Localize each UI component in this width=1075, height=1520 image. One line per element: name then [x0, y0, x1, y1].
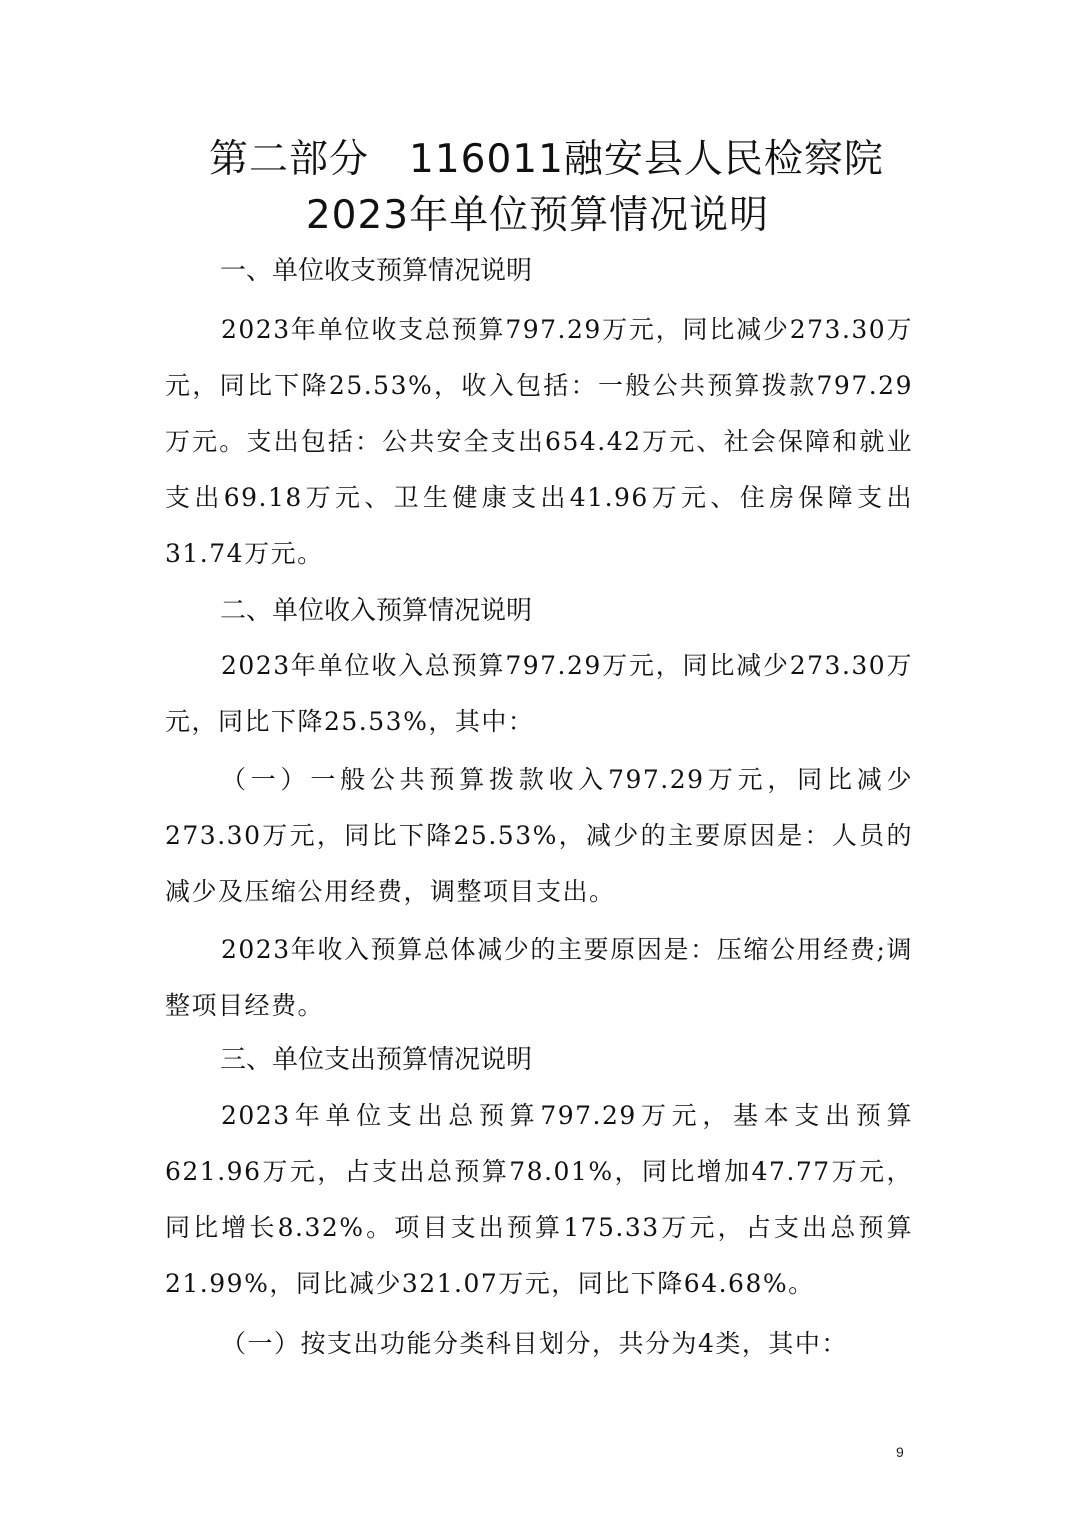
- section-1-paragraph-1: 2023年单位收支总预算797.29万元，同比减少273.30万元，同比下降25.53%，收入包括：一般公共预算拨款797.29万元。支出包括：公共安全支出654.42万元、社会保障和就业支出69.18万元、卫生健康支出41.96万元、住房保障支出31.74万元。: [165, 315, 913, 568]
- section-heading-3: 三、单位支出预算情况说明: [220, 1045, 533, 1075]
- page-number: 9: [896, 1444, 904, 1460]
- section-heading-1: 一、单位收支预算情况说明: [220, 256, 533, 286]
- section-3-paragraph-1: 2023年单位支出总预算797.29万元，基本支出预算621.96万元，占支出总预算78.01%，同比增加47.77万元，同比增长8.32%。项目支出预算175.33万元，占支出总预算21.99%，同比减少321.07万元，同比下降64.68%。: [165, 1101, 913, 1298]
- document-title-line1: 第二部分 116011融安县人民检察院: [209, 137, 884, 182]
- section-2-paragraph-1: 2023年单位收入总预算797.29万元，同比减少273.30万元，同比下降25.53%，其中：: [165, 651, 913, 736]
- section-2-paragraph-2: （一）一般公共预算拨款收入797.29万元，同比减少273.30万元，同比下降25.53%，减少的主要原因是：人员的减少及压缩公用经费，调整项目支出。: [165, 765, 913, 906]
- section-heading-2: 二、单位收入预算情况说明: [220, 596, 533, 626]
- section-2-paragraph-3: 2023年收入预算总体减少的主要原因是：压缩公用经费;调整项目经费。: [165, 935, 913, 1020]
- section-3-paragraph-2: （一）按支出功能分类科目划分，共分为4类，其中：: [221, 1329, 848, 1358]
- document-title-line2: 2023年单位预算情况说明: [305, 193, 770, 238]
